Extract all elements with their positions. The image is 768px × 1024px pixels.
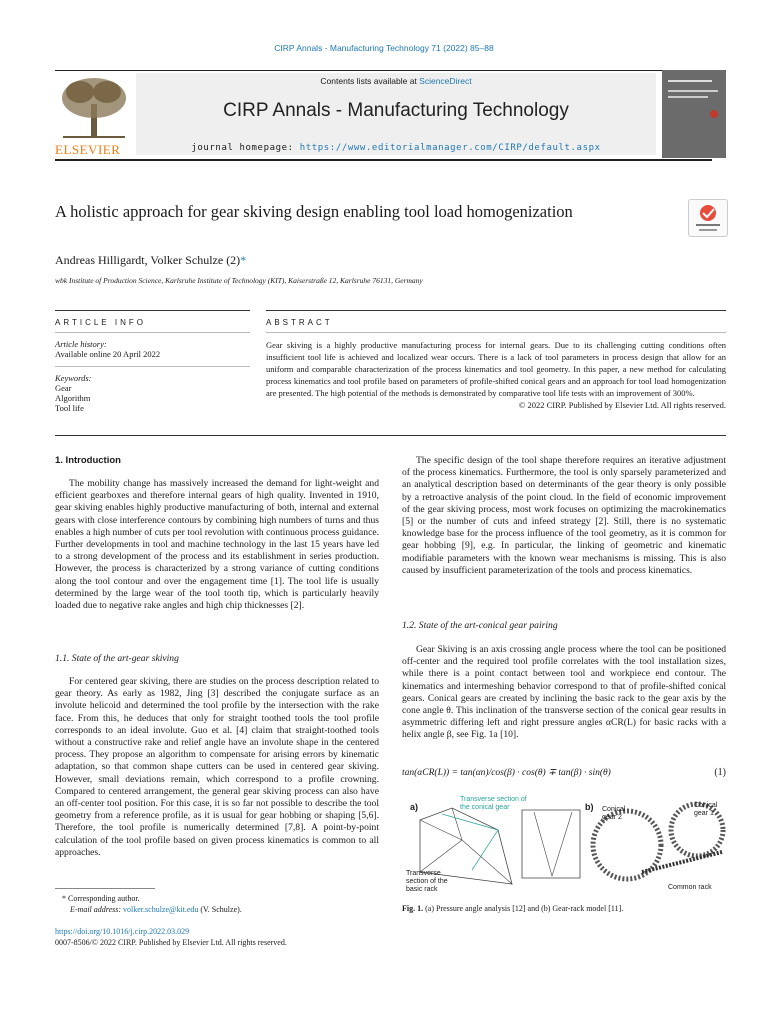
journal-cover-thumbnail	[662, 70, 726, 158]
section-introduction-heading: 1. Introduction	[55, 455, 121, 466]
email-note: E-mail address: volker.schulze@kit.edu (V. Schulze).	[70, 905, 242, 914]
annotation-conical-gear-1: Conical gear 1	[694, 802, 718, 817]
figure-caption: Fig. 1. (a) Pressure angle analysis [12] and (b) Gear-rack model [11].	[402, 904, 624, 913]
check-for-updates-badge[interactable]	[688, 199, 728, 237]
email-link[interactable]: volker.schulze@kit.edu	[123, 905, 199, 914]
keywords-label: Keywords:	[55, 373, 92, 383]
abstract-end-rule	[55, 435, 726, 436]
annotation-transverse-rack: Transverse section of the basic rack	[406, 870, 448, 893]
figure-label-a: a)	[410, 802, 419, 812]
elsevier-logo	[55, 74, 133, 144]
article-info-rule	[55, 310, 250, 311]
intro-paragraph: The mobility change has massively increased the demand for light-weight and efficient gearboxes and therefore internal gears of high quality. Invented in 1910, gear skiving enables highly productive manufacturing of both, internal and external gears with close interference contours by combining high numbers of turns and thus enables a high number of cuts per tool revolution with continuous process guidance. Further developments in tool and machine technology in the last 15 years have led to a strong development of the process and its establishment in series production. However, the process is characterized by a strong variance of cutting conditions along the tool contour and over the engagement time [1]. The tool life is usually determined by the large wear of the tool tooth tip, which is particularly heavily loaded due to negative rake angles and high chip thicknesses [2].	[55, 478, 379, 612]
header-bottom-rule	[55, 159, 712, 161]
annotation-transverse-conical: Transverse section of the conical gear	[460, 796, 527, 811]
figure-1	[402, 796, 726, 898]
abstract-heading: ABSTRACT	[266, 318, 333, 327]
journal-citation[interactable]: CIRP Annals - Manufacturing Technology 71 (2022) 85–88	[274, 43, 494, 53]
abstract-text: Gear skiving is a highly productive manufacturing process for internal gears. Due to its challenging cutting conditions often insufficient tool life is achieved and localized wear occurs. There is a lack of tool parameters in process design that allow for an uniform and comparable characterization of the process kinematics and tool geometry. In this paper, a new method for calculating process kinematics and tool profile based on parameters of profile-shifted conical gears and an approach for tool load homogenization are presented. The high potential of the methods is demonstrated by comparative tool life tests with an improvement of 300%. © 2022 CIRP. Published by Elsevier Ltd. All rights reserved.	[266, 340, 726, 410]
article-info-heading: ARTICLE INFO	[55, 318, 146, 327]
footnote-rule	[55, 888, 155, 889]
annotation-common-rack: Common rack	[668, 884, 712, 891]
section-1-2-heading: 1.2. State of the art-conical gear pairing	[402, 620, 558, 631]
equation-text: tan(αCR(L)) = tan(αn)/cos(β) · cos(θ) ∓ tan(β) · sin(θ)	[402, 768, 611, 778]
state-of-art-paragraph: For centered gear skiving, there are studies on the process description related to gear theory. As early as 1982, Jing [3] described the conjugate surface as an involute helicoid and determined the tool profile by the intersection with the rake face. From this, he deduces that only for straight toothed tools the tool profile corresponds to an ideal involute. Guo et al. [4] claim that straight-toothed tools without a constructive rake and relief angle have an involute shape in the centered process. They propose an algorithm to compensate for arising errors by kinematic adaptation, so that common shape cutters can be used in centered gear skiving. However, small deviations remain, which correspond to a profile crowning. Compared to centered arrangement, the general gear skiving process can also have an off-center tool position. For this case, it is so far not possible to describe the tool geometry from a reference profile, as it is usual for gear hobbing or shaping [5,6]. Therefore, the tool profile is numerically determined [7,8]. A point-by-point calculation of the tool profile based on given process kinematics is common to all approaches.	[55, 676, 379, 858]
keyword-item: Algorithm	[55, 393, 91, 403]
sciencedirect-link[interactable]: ScienceDirect	[419, 76, 472, 86]
history-value: Available online 20 April 2022	[55, 349, 161, 359]
journal-title: CIRP Annals - Manufacturing Technology	[223, 100, 569, 121]
annotation-conical-gear-2: Conical gear 2	[602, 806, 626, 821]
journal-homepage: journal homepage: https://www.editorialmanager.com/CIRP/default.aspx	[191, 143, 601, 153]
abstract-divider	[266, 332, 726, 333]
section-1-1-heading: 1.1. State of the art-gear skiving	[55, 653, 179, 664]
keyword-item: Gear	[55, 383, 72, 393]
corresponding-author-mark[interactable]: *	[240, 253, 247, 267]
corresponding-author-note: * Corresponding author.	[62, 894, 140, 903]
homepage-link[interactable]: https://www.editorialmanager.com/CIRP/default.aspx	[299, 143, 601, 153]
abstract-rule	[266, 310, 726, 311]
publisher-name: ELSEVIER	[55, 142, 121, 157]
right-paragraph-1: The specific design of the tool shape therefore requires an iterative adjustment of the process kinematics. Furthermore, the tool is only sparsely parameterized and an analytical description based on determinants of the gear theory is only possible by a retroactive analysis of the point cloud. In the field of economic improvement of the gear skiving process, most work focuses on optimizing the macrokinematics [5] or the number of cuts and infeed strategy [2]. Still, there is no systematic knowledge base for the process influence of the tool geometry, as it is common for gear hobbing [9], e.g. In particular, the linking of geometric and kinematic modifiable parameters with the known wear mechanisms is missing. This is also caused by insufficient parameterization of the tools and process kinematics.	[402, 455, 726, 576]
doi-link[interactable]: https://doi.org/10.1016/j.cirp.2022.03.029	[55, 927, 190, 936]
figure-label-b: b)	[585, 802, 594, 812]
equation-1	[402, 761, 726, 793]
info-divider	[55, 332, 250, 333]
article-authors: Andreas Hilligardt, Volker Schulze (2)*	[55, 253, 247, 267]
keyword-item: Tool life	[55, 403, 84, 413]
equation-number: (1)	[714, 767, 726, 778]
abstract-copyright: © 2022 CIRP. Published by Elsevier Ltd. All rights reserved.	[518, 400, 726, 410]
keywords-divider	[55, 366, 250, 367]
article-title: A holistic approach for gear skiving design enabling tool load homogenization	[55, 202, 573, 221]
history-label: Article history:	[55, 339, 107, 349]
author-affiliation: wbk Institute of Production Science, Karlsruhe Institute of Technology (KIT), Kaiserstraße 12, Karlsruhe 76131, Germany	[55, 276, 423, 285]
contents-line: Contents lists available at ScienceDirect	[320, 76, 472, 86]
right-paragraph-2: Gear Skiving is an axis crossing angle process where the tool can be positioned off-center and the required tool profile correlates with the tool installation sizes, while there is a point contact between tool and workpiece end contour. The kinematics and intermeshing behavior correspond to that of profile-shifted conical gears. Conical gears are created by inclining the basic rack to the gear axis by the cone angle θ. This inclination of the transverse section of the conical gear results in asymmetric differing left and right pressure angles αCR(L) for basic racks with a helix angle β, see Fig. 1a [10].	[402, 644, 726, 741]
header-rule	[55, 70, 712, 71]
issn-copyright: 0007-8506/© 2022 CIRP. Published by Elsevier Ltd. All rights reserved.	[55, 938, 287, 947]
